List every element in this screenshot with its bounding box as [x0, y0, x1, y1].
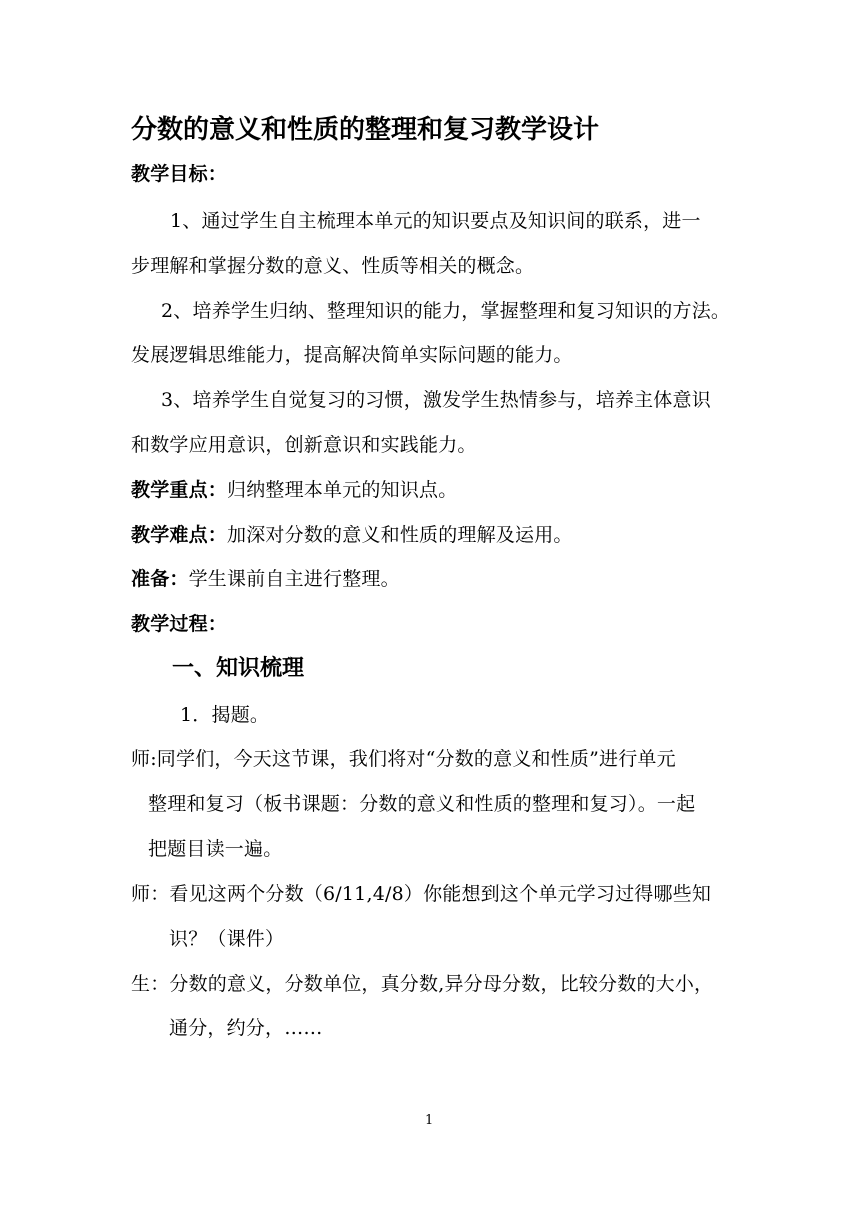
student1-line2: 通分，约分，…… — [169, 1017, 323, 1039]
teacher2-line2: 识？（课件） — [169, 928, 285, 950]
goal3-line2: 和数学应用意识，创新意识和实践能力。 — [131, 434, 477, 456]
preparation-text: 学生课前自主进行整理。 — [188, 568, 400, 590]
goals-heading: 教学目标： — [131, 163, 228, 185]
goal1-line1: 1、通过学生自主梳理本单元的知识要点及知识间的联系，进一 — [170, 210, 701, 232]
section1-heading: 一、知识梳理 — [172, 656, 305, 681]
key-point — [131, 478, 457, 502]
goal2-line2: 发展逻辑思维能力，提高解决简单实际问题的能力。 — [131, 344, 573, 366]
teacher1-line2: 整理和复习（板书课题：分数的意义和性质的整理和复习）。一起 — [148, 793, 696, 815]
goal3-line1: 3、培养学生自觉复习的习惯，激发学生热情参与，培养主体意识 — [161, 389, 711, 411]
document-title: 分数的意义和性质的整理和复习教学设计 — [131, 115, 600, 145]
preparation-label: 准备： — [131, 568, 189, 590]
page-number: 1 — [425, 1113, 434, 1128]
goal2-line1: 2、培养学生归纳、整理知识的能力，掌握整理和复习知识的方法。 — [161, 300, 731, 322]
teacher2-line1: 师：看见这两个分数（6/11,4/8）你能想到这个单元学习过得哪些知 — [131, 883, 712, 905]
student1-line1: 生：分数的意义，分数单位，真分数,异分母分数，比较分数的大小， — [131, 973, 714, 995]
teacher1-line3: 把题目读一遍。 — [148, 838, 283, 860]
key-point-text: 归纳整理本单元的知识点。 — [227, 479, 458, 501]
step1: 1．揭题。 — [180, 704, 270, 726]
goal1-line2: 步理解和掌握分数的意义、性质等相关的概念。 — [131, 255, 535, 277]
teacher1-line1: 师:同学们，今天这节课，我们将对“分数的意义和性质”进行单元 — [131, 748, 676, 770]
key-point-label: 教学重点： — [131, 479, 228, 501]
process-heading: 教学过程： — [131, 613, 228, 635]
difficulty-text: 加深对分数的意义和性质的理解及运用。 — [227, 524, 573, 546]
difficulty — [131, 523, 573, 547]
difficulty-label: 教学难点： — [131, 524, 228, 546]
preparation — [131, 567, 400, 591]
